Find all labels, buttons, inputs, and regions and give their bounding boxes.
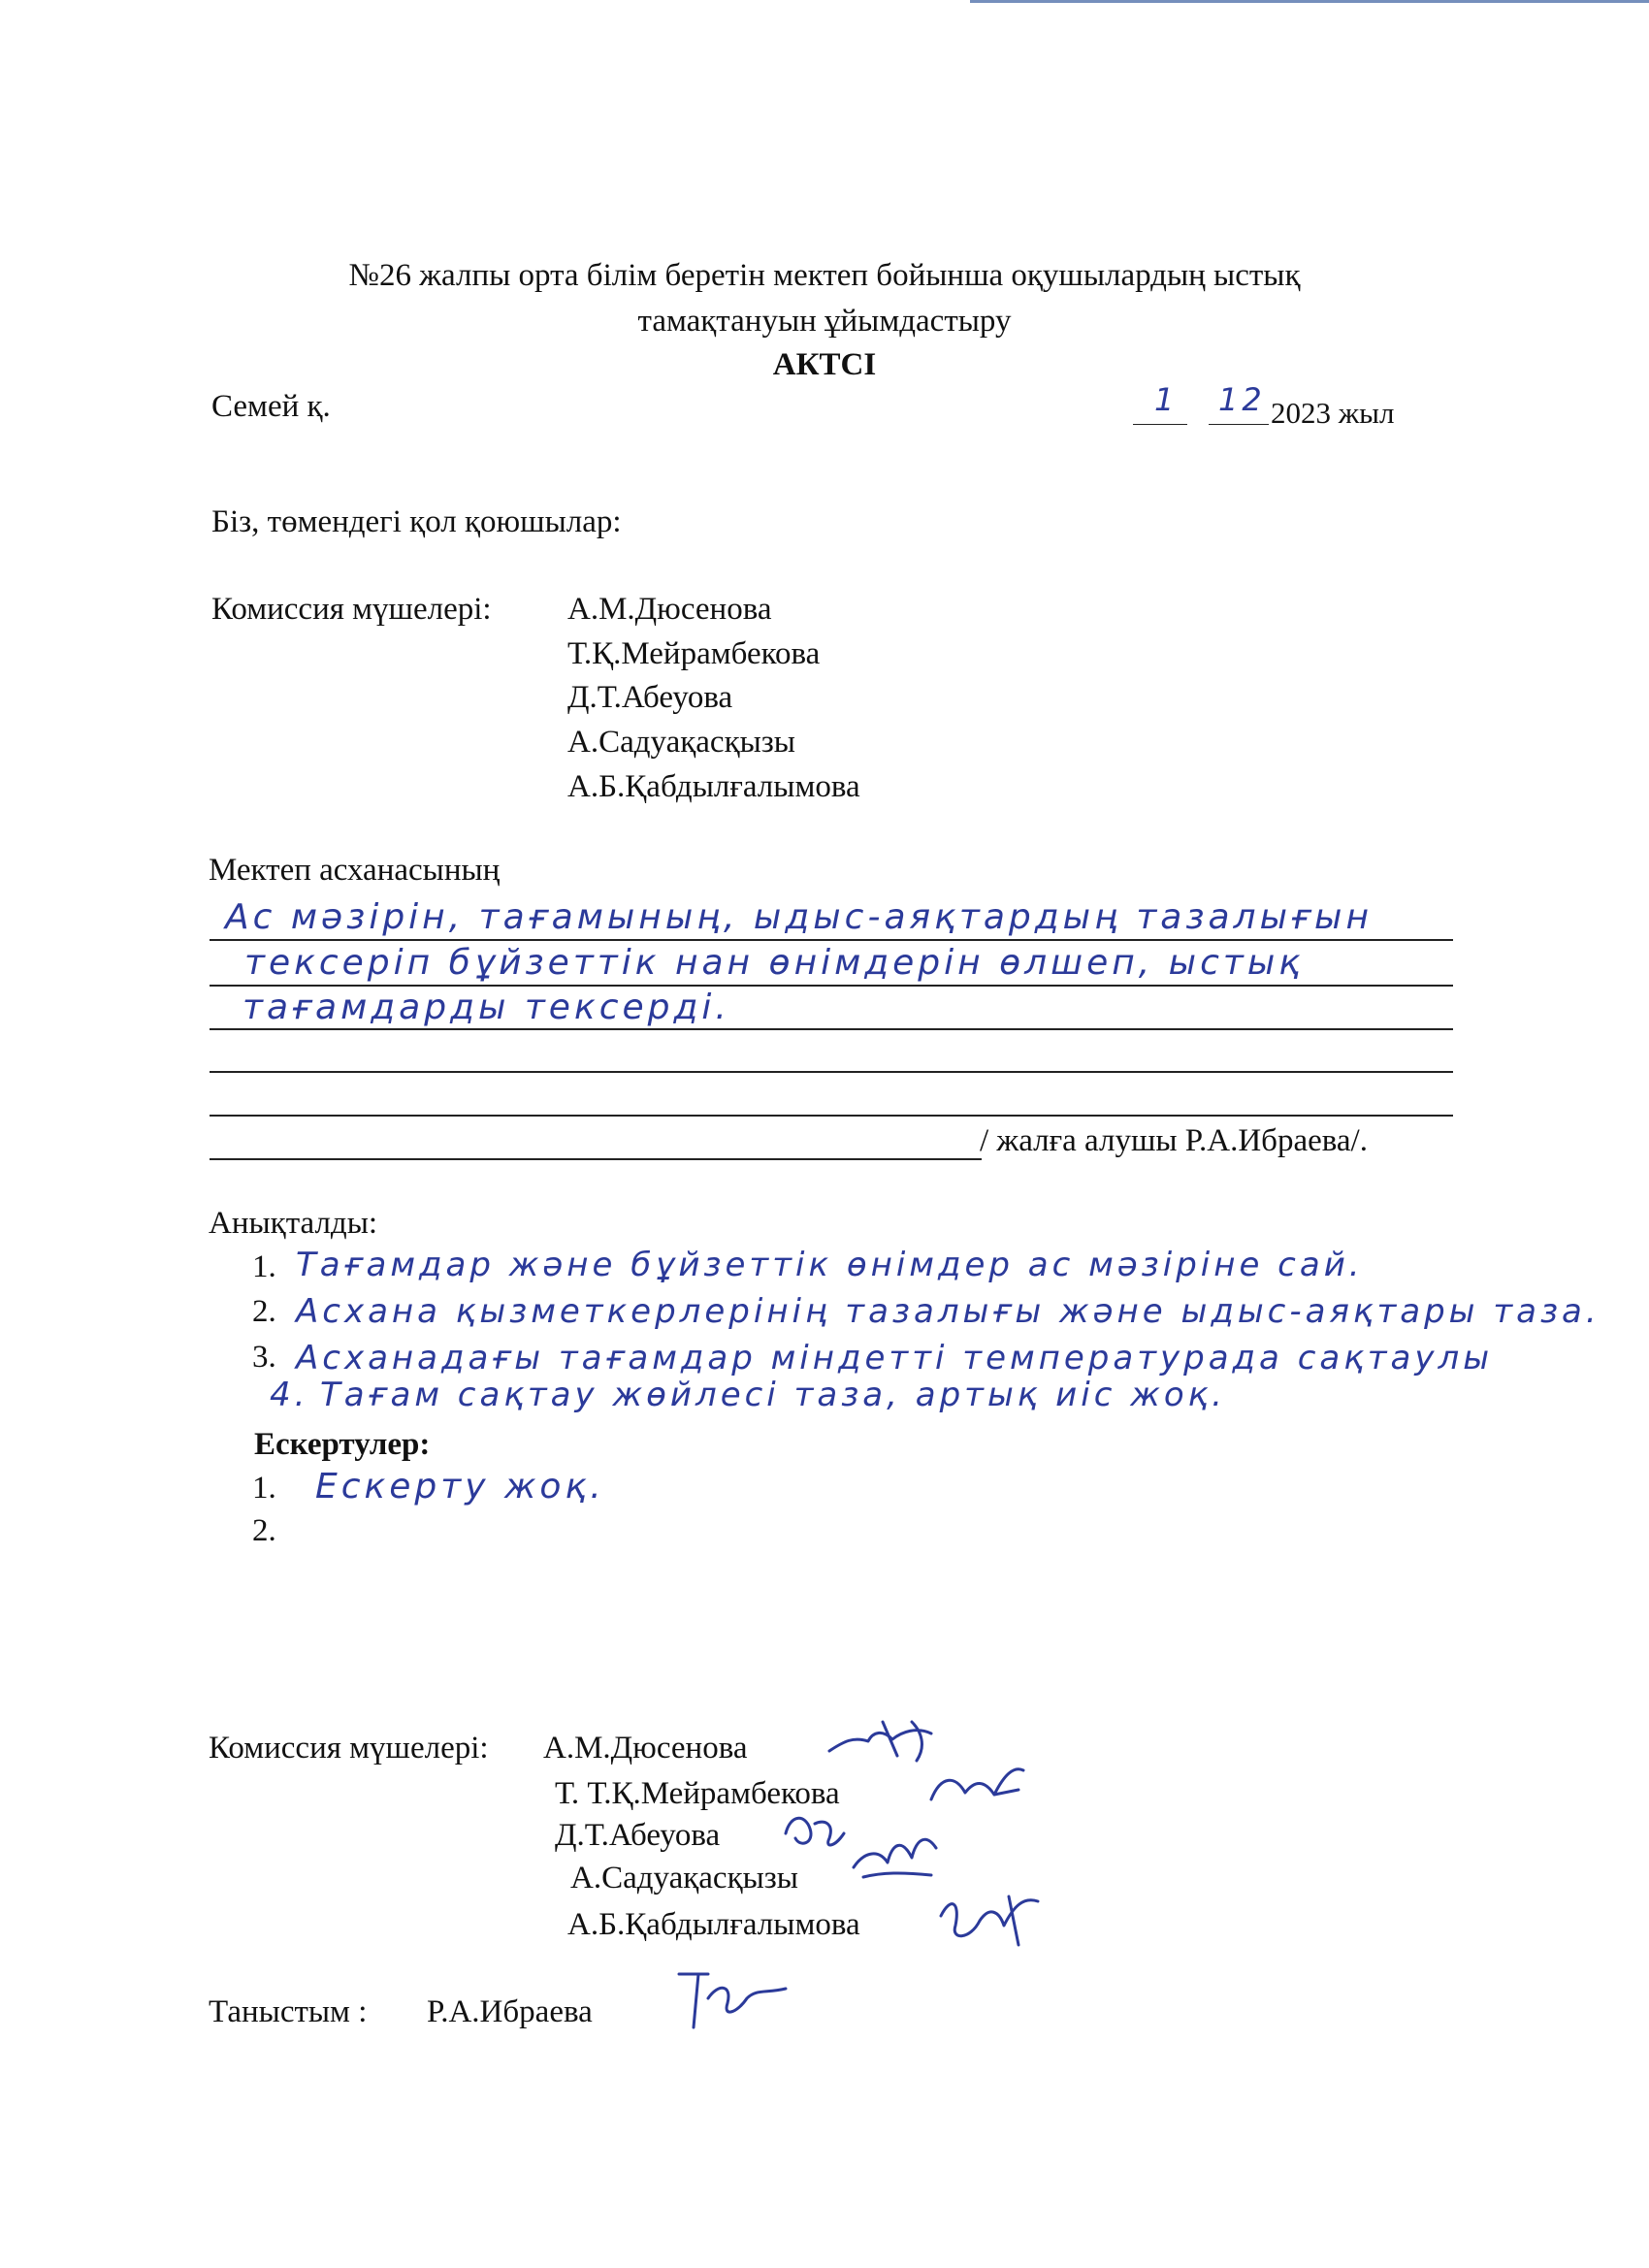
date-month: 12 <box>1218 381 1266 418</box>
notes-label: Ескертулер: <box>254 1427 431 1462</box>
finding-text: Асхана қызметкерлерінің тазалығы және ыдыс-аяқтары таза. <box>296 1292 1600 1331</box>
title-line-1: №26 жалпы орта білім беретін мектеп бойынша оқушылардың ыстық <box>348 258 1301 293</box>
note-number: 1. <box>252 1471 276 1506</box>
sign-member-name: А.Б.Қабдылғалымова <box>567 1907 860 1942</box>
canteen-label: Мектеп асханасының <box>209 853 501 888</box>
fill-line <box>210 1071 1453 1073</box>
signature-2 <box>926 1756 1033 1814</box>
fill-line <box>210 939 1453 941</box>
commission-label: Комиссия мүшелері: <box>211 592 492 627</box>
scan-edge-line <box>970 0 1649 3</box>
acquainted-name: Р.А.Ибраева <box>427 1994 593 2029</box>
signature-5 <box>931 1887 1048 1955</box>
date-day: 1 <box>1154 381 1179 418</box>
intro-text: Біз, төмендегі қол қоюшылар: <box>211 504 622 539</box>
sign-member-name: А.Садуақасқызы <box>570 1861 798 1895</box>
date-block <box>1133 381 1288 430</box>
member-name: А.Садуақасқызы <box>567 725 795 760</box>
finding-text: Тағам сақтау жөйлесі таза, артық иіс жоқ. <box>320 1376 1226 1414</box>
recipient: / жалға алушы Р.А.Ибраева/. <box>980 1123 1368 1158</box>
sign-commission-label: Комиссия мүшелері: <box>209 1731 489 1766</box>
note-text: Ескерту жоқ. <box>315 1467 605 1507</box>
signature-3 <box>776 1804 854 1853</box>
date-year: 2023 жыл <box>1271 396 1395 430</box>
member-name: А.М.Дюсенова <box>567 592 772 627</box>
found-label: Анықталды: <box>209 1206 378 1241</box>
finding-number: 4. <box>270 1376 309 1414</box>
city: Семей қ. <box>211 389 331 424</box>
member-name: А.Б.Қабдылғалымова <box>567 769 860 804</box>
sign-member-name: Д.Т.Абеуова <box>555 1818 721 1853</box>
finding-text: Тағамдар және бұйзеттік өнімдер ас мәзіріне сай. <box>296 1246 1364 1284</box>
sign-member-name: Т. Т.Қ.Мейрамбекова <box>555 1776 840 1811</box>
fill-line <box>210 1158 982 1160</box>
sign-member-name: А.М.Дюсенова <box>543 1731 748 1766</box>
signature-acquainted <box>669 1960 795 2037</box>
finding-number: 1. <box>252 1249 276 1284</box>
handwritten-line: тағамдарды тексерді. <box>242 988 730 1027</box>
member-name: Д.Т.Абеуова <box>567 680 733 715</box>
note-number: 2. <box>252 1513 276 1548</box>
finding-number: 3. <box>252 1340 276 1375</box>
finding-number: 2. <box>252 1294 276 1329</box>
fill-line <box>210 1115 1453 1117</box>
acquainted-label: Таныстым : <box>209 1994 368 2029</box>
title-line-3: АКТСІ <box>772 347 877 382</box>
member-name: Т.Қ.Мейрамбекова <box>567 636 821 671</box>
finding-text: Асханадағы тағамдар міндетті температурада сақтаулы <box>296 1339 1494 1377</box>
handwritten-line: тексеріп бұйзеттік нан өнімдерін өлшеп, ыстық <box>244 943 1305 983</box>
title-line-2: тамақтануын ұйымдастыру <box>637 304 1012 339</box>
handwritten-line: Ас мәзірін, тағамының, ыдыс-аяқтардың тазалығын <box>225 897 1373 937</box>
fill-line <box>210 1028 1453 1030</box>
signature-4 <box>844 1829 951 1892</box>
fill-line <box>210 985 1453 987</box>
